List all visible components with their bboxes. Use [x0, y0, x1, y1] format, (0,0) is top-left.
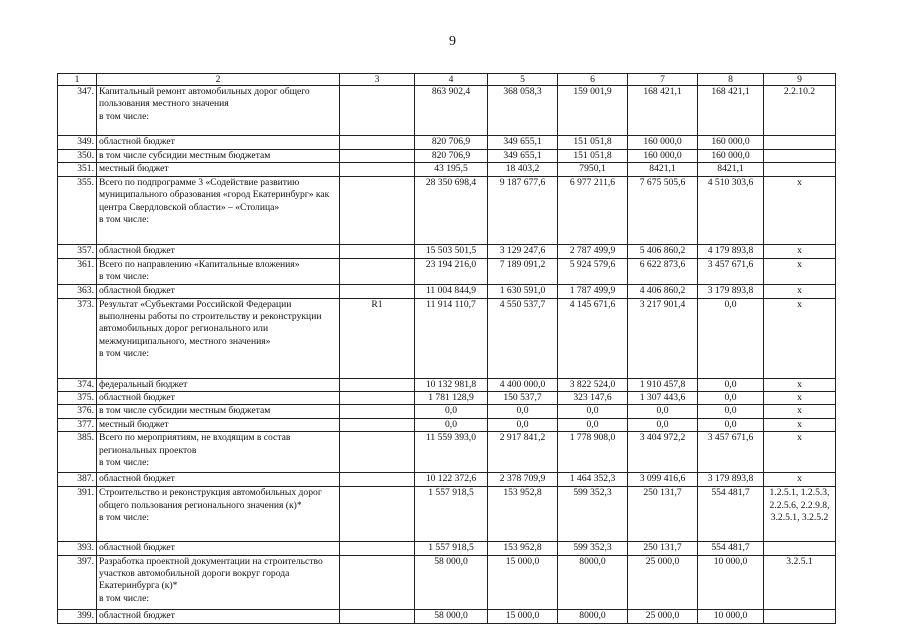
- table-row: [58, 86, 836, 136]
- value-year-3: 25 000,0: [628, 555, 698, 609]
- table-row: [58, 487, 836, 542]
- row-name: местный бюджет: [97, 163, 340, 176]
- value-year-3: 250 131,7: [628, 487, 698, 542]
- value-year-2: 599 352,3: [558, 487, 628, 542]
- value-year-1: 153 952,8: [488, 542, 558, 555]
- value-year-4: 10 000,0: [698, 609, 764, 623]
- row-number: 355.: [58, 176, 97, 244]
- column-header: 8: [698, 74, 764, 86]
- value-year-1: 7 189 091,2: [488, 258, 558, 284]
- value-year-4: 0,0: [698, 378, 764, 391]
- column-header: 1: [58, 74, 97, 86]
- column-header: 9: [764, 74, 836, 86]
- value-year-2: 1 778 908,0: [558, 432, 628, 473]
- value-year-3: 8421,1: [628, 163, 698, 176]
- row-code: [340, 555, 415, 609]
- row-name: областной бюджет: [97, 473, 340, 487]
- column-header: 4: [415, 74, 488, 86]
- row-code: [340, 258, 415, 284]
- row-name: областной бюджет: [97, 244, 340, 258]
- value-year-3: 6 622 873,6: [628, 258, 698, 284]
- row-target-ref: x: [764, 392, 836, 405]
- value-year-4: 10 000,0: [698, 555, 764, 609]
- value-year-2: 0,0: [558, 418, 628, 431]
- row-target-ref: x: [764, 176, 836, 244]
- row-name: местный бюджет: [97, 418, 340, 431]
- table-row: [58, 258, 836, 284]
- value-year-2: 323 147,6: [558, 392, 628, 405]
- row-target-ref: x: [764, 473, 836, 487]
- row-code: [340, 418, 415, 431]
- value-total: 15 503 501,5: [415, 244, 488, 258]
- row-number: 393.: [58, 542, 97, 555]
- table-row: [58, 555, 836, 609]
- value-year-3: 168 421,1: [628, 86, 698, 136]
- value-year-3: 0,0: [628, 418, 698, 431]
- value-year-1: 2 378 709,9: [488, 473, 558, 487]
- row-number: 350.: [58, 150, 97, 163]
- value-year-4: 8421,1: [698, 163, 764, 176]
- table-row: [58, 473, 836, 487]
- table-row: [58, 432, 836, 473]
- row-name: областной бюджет: [97, 392, 340, 405]
- value-year-4: 0,0: [698, 298, 764, 378]
- row-name: Строительство и реконструкция автомобильных дорог общего пользования регионального значения (к)* в том числе:: [97, 487, 340, 542]
- value-year-4: 160 000,0: [698, 150, 764, 163]
- value-total: 10 122 372,6: [415, 473, 488, 487]
- row-name: Результат «Субъектами Российской Федерации выполнены работы по строительству и реконструкции автомобильных дорог регионального или межмуниципального, местного значения» в том числе:: [97, 298, 340, 378]
- column-header: 5: [488, 74, 558, 86]
- value-year-1: 3 129 247,6: [488, 244, 558, 258]
- value-year-4: 4 179 893,8: [698, 244, 764, 258]
- row-number: 373.: [58, 298, 97, 378]
- table-row: [58, 609, 836, 623]
- value-year-2: 151 051,8: [558, 150, 628, 163]
- value-year-1: 150 537,7: [488, 392, 558, 405]
- row-code: [340, 473, 415, 487]
- row-target-ref: 1.2.5.1, 1.2.5.3, 2.2.5.6, 2.2.9.8, 3.2.5.1, 3.2.5.2: [764, 487, 836, 542]
- row-target-ref: [764, 163, 836, 176]
- row-code: R1: [340, 298, 415, 378]
- row-name: Всего по подпрограмме 3 «Содействие развитию муниципального образования «город Екатеринбург» как центра Свердловской области» – «Столица» в том числе:: [97, 176, 340, 244]
- value-total: 820 706,9: [415, 150, 488, 163]
- row-target-ref: x: [764, 284, 836, 298]
- table-row: [58, 392, 836, 405]
- table-row: [58, 378, 836, 391]
- row-target-ref: x: [764, 432, 836, 473]
- row-number: 375.: [58, 392, 97, 405]
- value-year-2: 3 822 524,0: [558, 378, 628, 391]
- value-total: 28 350 698,4: [415, 176, 488, 244]
- value-year-2: 5 924 579,6: [558, 258, 628, 284]
- value-total: 10 132 981,8: [415, 378, 488, 391]
- row-number: 351.: [58, 163, 97, 176]
- value-total: 23 194 216,0: [415, 258, 488, 284]
- value-total: 58 000,0: [415, 555, 488, 609]
- column-header: 6: [558, 74, 628, 86]
- value-year-2: 159 001,9: [558, 86, 628, 136]
- value-total: 43 195,5: [415, 163, 488, 176]
- value-year-1: 349 655,1: [488, 136, 558, 150]
- value-total: 863 902,4: [415, 86, 488, 136]
- row-number: 361.: [58, 258, 97, 284]
- value-total: 11 004 844,9: [415, 284, 488, 298]
- value-total: 58 000,0: [415, 609, 488, 623]
- row-number: 391.: [58, 487, 97, 542]
- column-header: 2: [97, 74, 340, 86]
- value-year-3: 1 910 457,8: [628, 378, 698, 391]
- value-year-1: 0,0: [488, 405, 558, 418]
- row-code: [340, 176, 415, 244]
- row-target-ref: x: [764, 418, 836, 431]
- row-target-ref: 2.2.10.2: [764, 86, 836, 136]
- value-year-2: 151 051,8: [558, 136, 628, 150]
- value-year-2: 1 787 499,9: [558, 284, 628, 298]
- table-row: [58, 136, 836, 150]
- row-name: в том числе субсидии местным бюджетам: [97, 150, 340, 163]
- value-year-3: 5 406 860,2: [628, 244, 698, 258]
- row-target-ref: x: [764, 258, 836, 284]
- row-name: федеральный бюджет: [97, 378, 340, 391]
- row-number: 387.: [58, 473, 97, 487]
- value-year-3: 3 217 901,4: [628, 298, 698, 378]
- value-year-4: 3 457 671,6: [698, 432, 764, 473]
- table-row: [58, 298, 836, 378]
- row-target-ref: x: [764, 298, 836, 378]
- value-year-3: 7 675 505,6: [628, 176, 698, 244]
- value-year-4: 0,0: [698, 392, 764, 405]
- row-name: областной бюджет: [97, 609, 340, 623]
- row-name: областной бюджет: [97, 284, 340, 298]
- budget-table: [57, 73, 836, 624]
- row-number: 397.: [58, 555, 97, 609]
- row-target-ref: x: [764, 244, 836, 258]
- value-year-1: 1 630 591,0: [488, 284, 558, 298]
- table-row: [58, 176, 836, 244]
- value-total: 1 557 918,5: [415, 542, 488, 555]
- row-code: [340, 405, 415, 418]
- row-target-ref: x: [764, 405, 836, 418]
- table-row: [58, 405, 836, 418]
- value-year-4: 160 000,0: [698, 136, 764, 150]
- value-year-2: 8000,0: [558, 609, 628, 623]
- row-target-ref: [764, 542, 836, 555]
- value-year-2: 4 145 671,6: [558, 298, 628, 378]
- value-year-1: 4 550 537,7: [488, 298, 558, 378]
- column-header: 3: [340, 74, 415, 86]
- value-year-3: 3 099 416,6: [628, 473, 698, 487]
- value-year-1: 18 403,2: [488, 163, 558, 176]
- column-header: 7: [628, 74, 698, 86]
- row-code: [340, 86, 415, 136]
- value-year-3: 3 404 972,2: [628, 432, 698, 473]
- value-year-4: 0,0: [698, 405, 764, 418]
- row-target-ref: [764, 609, 836, 623]
- value-year-2: 6 977 211,6: [558, 176, 628, 244]
- row-number: 349.: [58, 136, 97, 150]
- value-total: 1 781 128,9: [415, 392, 488, 405]
- row-number: 399.: [58, 609, 97, 623]
- value-total: 0,0: [415, 418, 488, 431]
- value-year-2: 7950,1: [558, 163, 628, 176]
- value-year-3: 25 000,0: [628, 609, 698, 623]
- value-year-4: 4 510 303,6: [698, 176, 764, 244]
- value-total: 0,0: [415, 405, 488, 418]
- value-total: 11 914 110,7: [415, 298, 488, 378]
- page-number: 9: [449, 34, 456, 49]
- row-code: [340, 487, 415, 542]
- row-code: [340, 542, 415, 555]
- table-row: [58, 284, 836, 298]
- value-year-3: 160 000,0: [628, 150, 698, 163]
- table-row: [58, 150, 836, 163]
- value-year-4: 554 481,7: [698, 542, 764, 555]
- row-number: 347.: [58, 86, 97, 136]
- row-number: 363.: [58, 284, 97, 298]
- value-year-2: 2 787 499,9: [558, 244, 628, 258]
- value-year-3: 4 406 860,2: [628, 284, 698, 298]
- row-name: Капитальный ремонт автомобильных дорог общего пользования местного значения в том числе:: [97, 86, 340, 136]
- value-year-1: 15 000,0: [488, 609, 558, 623]
- value-year-3: 250 131,7: [628, 542, 698, 555]
- value-year-4: 168 421,1: [698, 86, 764, 136]
- row-code: [340, 432, 415, 473]
- row-code: [340, 163, 415, 176]
- value-year-2: 1 464 352,3: [558, 473, 628, 487]
- row-code: [340, 284, 415, 298]
- value-year-1: 0,0: [488, 418, 558, 431]
- value-year-1: 2 917 841,2: [488, 432, 558, 473]
- row-target-ref: 3.2.5.1: [764, 555, 836, 609]
- value-year-1: 153 952,8: [488, 487, 558, 542]
- row-code: [340, 244, 415, 258]
- table-row: [58, 163, 836, 176]
- value-year-4: 3 179 893,8: [698, 473, 764, 487]
- value-year-4: 3 179 893,8: [698, 284, 764, 298]
- row-number: 374.: [58, 378, 97, 391]
- row-code: [340, 136, 415, 150]
- value-year-2: 599 352,3: [558, 542, 628, 555]
- value-year-3: 1 307 443,6: [628, 392, 698, 405]
- value-year-4: 554 481,7: [698, 487, 764, 542]
- value-year-4: 3 457 671,6: [698, 258, 764, 284]
- row-name: в том числе субсидии местным бюджетам: [97, 405, 340, 418]
- row-code: [340, 150, 415, 163]
- value-year-1: 15 000,0: [488, 555, 558, 609]
- value-year-1: 368 058,3: [488, 86, 558, 136]
- value-total: 11 559 393,0: [415, 432, 488, 473]
- value-year-1: 4 400 000,0: [488, 378, 558, 391]
- row-name: Всего по направлению «Капитальные вложения» в том числе:: [97, 258, 340, 284]
- row-code: [340, 378, 415, 391]
- row-number: 357.: [58, 244, 97, 258]
- table-row: [58, 244, 836, 258]
- value-total: 1 557 918,5: [415, 487, 488, 542]
- value-year-1: 349 655,1: [488, 150, 558, 163]
- row-name: областной бюджет: [97, 136, 340, 150]
- value-year-3: 160 000,0: [628, 136, 698, 150]
- row-name: Разработка проектной документации на строительство участков автомобильной дороги вокруг города Екатеринбурга (к)* в том числе:: [97, 555, 340, 609]
- table-row: [58, 418, 836, 431]
- value-year-2: 0,0: [558, 405, 628, 418]
- row-code: [340, 392, 415, 405]
- row-name: областной бюджет: [97, 542, 340, 555]
- row-target-ref: [764, 136, 836, 150]
- row-target-ref: [764, 150, 836, 163]
- value-year-1: 9 187 677,6: [488, 176, 558, 244]
- row-name: Всего по мероприятиям, не входящим в состав региональных проектов в том числе:: [97, 432, 340, 473]
- table-row: [58, 542, 836, 555]
- row-code: [340, 609, 415, 623]
- row-number: 385.: [58, 432, 97, 473]
- row-number: 376.: [58, 405, 97, 418]
- header-row: [58, 74, 836, 86]
- row-number: 377.: [58, 418, 97, 431]
- value-year-3: 0,0: [628, 405, 698, 418]
- value-year-2: 8000,0: [558, 555, 628, 609]
- value-year-4: 0,0: [698, 418, 764, 431]
- value-total: 820 706,9: [415, 136, 488, 150]
- row-target-ref: x: [764, 378, 836, 391]
